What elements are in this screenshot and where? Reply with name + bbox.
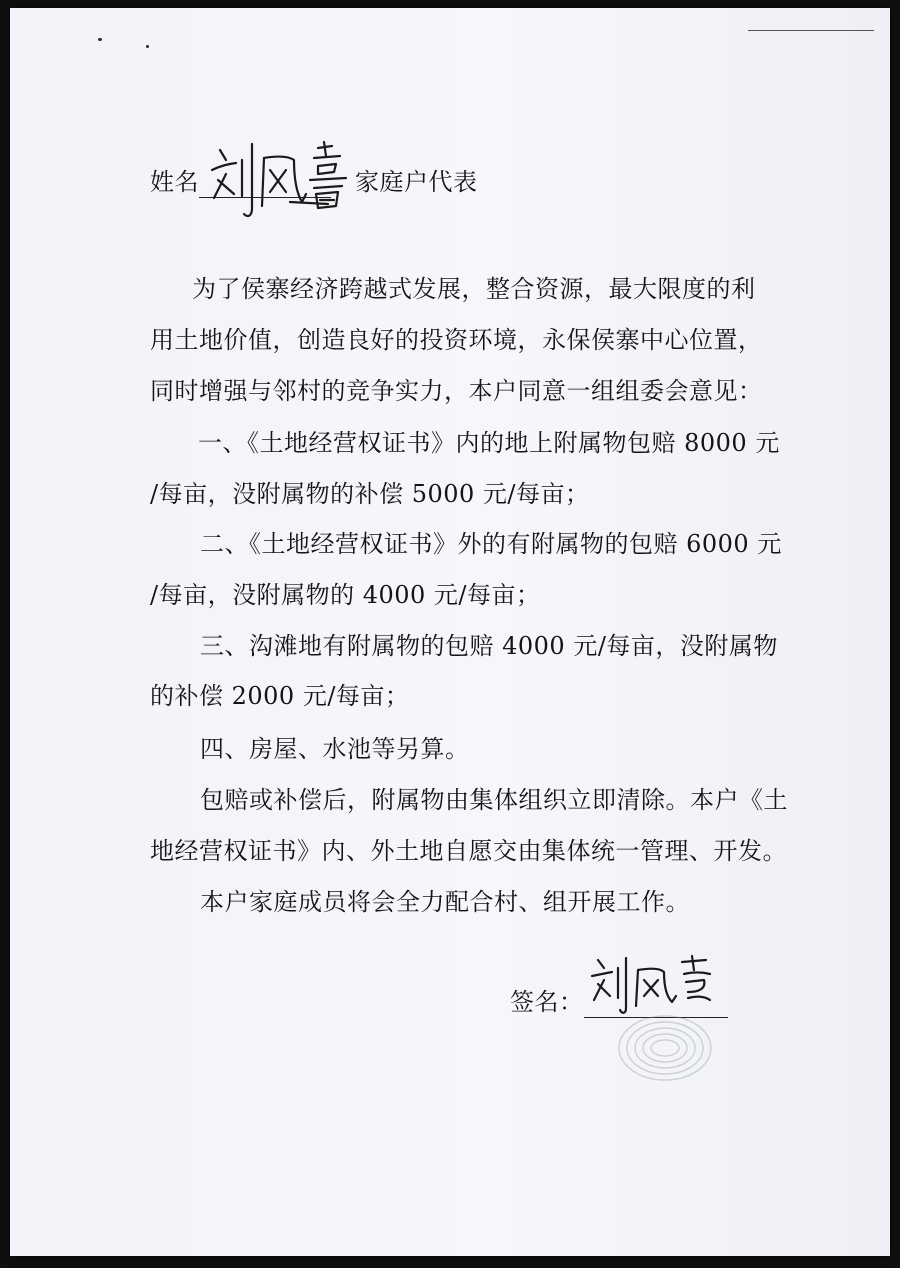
- fingerprint-smudge: [610, 1008, 720, 1088]
- name-blank: [199, 171, 331, 198]
- para2-line1: 包赔或补偿后，附属物由集体组织立即清除。本户《土: [200, 786, 788, 814]
- item1-line1: 一、《土地经营权证书》内的地上附属物包赔 8000 元: [198, 429, 780, 457]
- name-label: 姓名: [150, 168, 199, 196]
- name-line: [150, 166, 478, 198]
- item1-line2: /每亩，没附属物的补偿 5000 元/每亩；: [150, 480, 590, 508]
- para3: 本户家庭成员将会全力配合村、组开展工作。: [200, 888, 690, 916]
- sign-blank: [584, 991, 728, 1018]
- paper-speck: [146, 45, 149, 48]
- paper-sheet: [10, 8, 890, 1256]
- para1-line1: 为了侯寨经济跨越式发展，整合资源，最大限度的利: [192, 275, 756, 303]
- para2-line2: 地经营权证书》内、外土地自愿交由集体统一管理、开发。: [150, 837, 787, 865]
- item2-line2: /每亩，没附属物的 4000 元/每亩；: [150, 581, 541, 609]
- role-label: 家庭户代表: [355, 168, 478, 196]
- para1-line2: 用土地价值，创造良好的投资环境，永保侯寨中心位置，: [150, 326, 763, 354]
- top-edge-line: [748, 30, 874, 31]
- paper-speck: [98, 38, 102, 41]
- sign-line: [510, 986, 728, 1018]
- para1-line3: 同时增强与邻村的竞争实力，本户同意一组组委会意见：: [150, 377, 763, 405]
- item3-line2: 的补偿 2000 元/每亩；: [150, 682, 410, 710]
- item4: 四、房屋、水池等另算。: [200, 735, 470, 763]
- item2-line1: 二、《土地经营权证书》外的有附属物的包赔 6000 元: [200, 530, 782, 558]
- sign-label: 签名：: [510, 988, 584, 1016]
- item3-line1: 三、沟滩地有附属物的包赔 4000 元/每亩，没附属物: [200, 632, 778, 660]
